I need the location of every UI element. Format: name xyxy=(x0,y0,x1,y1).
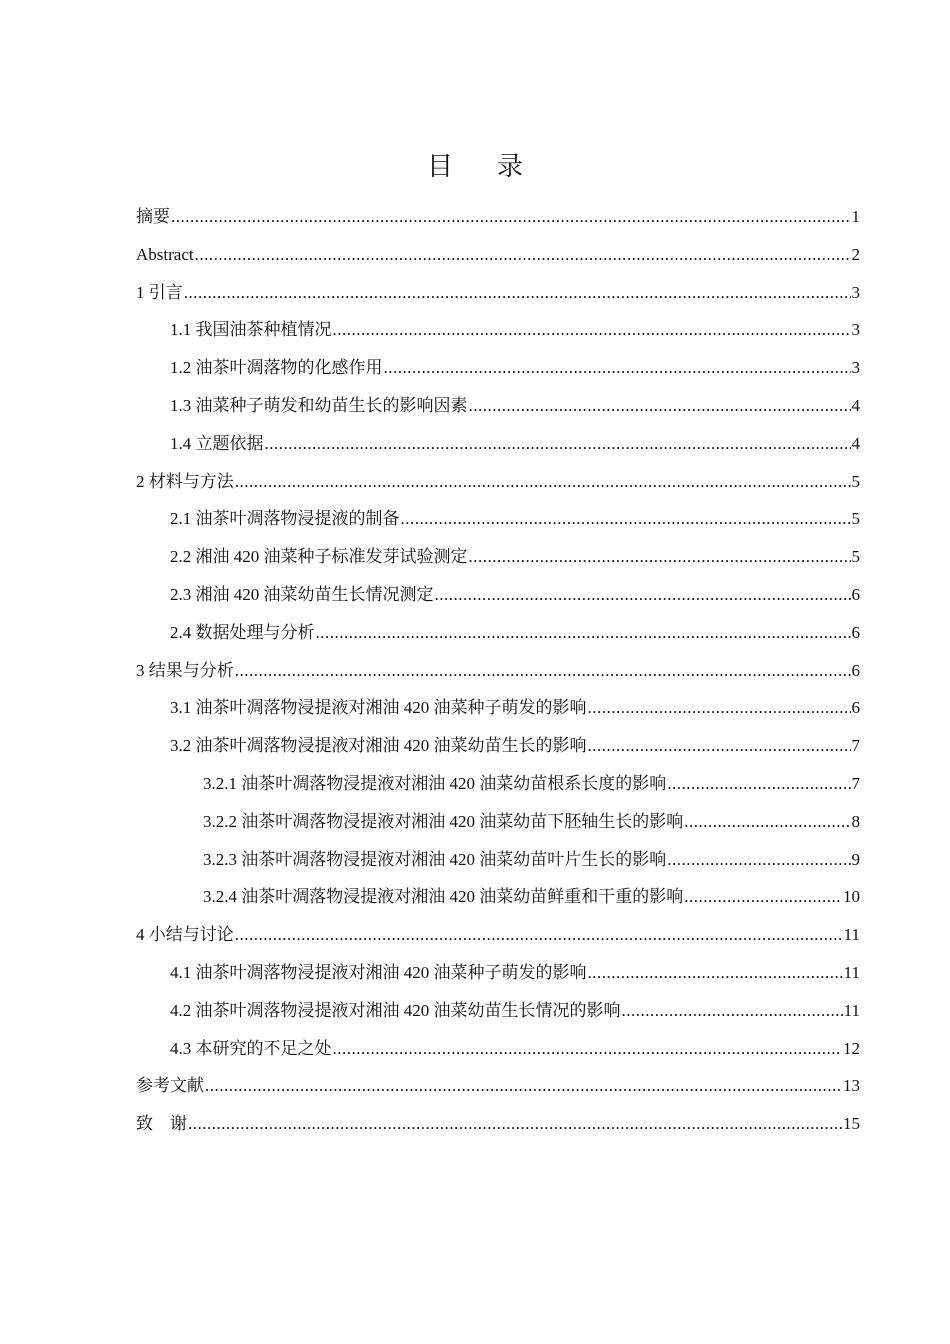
toc-entry[interactable] xyxy=(136,311,860,349)
toc-entry-page-number: 5 xyxy=(851,547,860,567)
toc-entry-label: 1.4 立题依据 xyxy=(170,433,264,453)
toc-dot-leader xyxy=(435,576,851,614)
toc-entry-page-number: 8 xyxy=(851,811,860,831)
toc-entry[interactable] xyxy=(136,387,860,425)
toc-entry[interactable] xyxy=(136,236,860,274)
toc-entry-label: 3.2.1 油茶叶凋落物浸提液对湘油 420 油菜幼苗根系长度的影响 xyxy=(203,773,667,793)
toc-dot-leader xyxy=(333,1030,843,1068)
toc-entry-page-number: 11 xyxy=(843,1000,860,1020)
toc-entry-label: 3 结果与分析 xyxy=(136,660,234,680)
toc-entry[interactable] xyxy=(136,614,860,652)
toc-dot-leader xyxy=(333,311,851,349)
toc-entry-page-number: 2 xyxy=(851,244,860,264)
toc-dot-leader xyxy=(235,916,843,954)
toc-entry-label: 3.1 油茶叶凋落物浸提液对湘油 420 油菜种子萌发的影响 xyxy=(170,698,587,718)
toc-title-char-1: 目 xyxy=(426,152,453,181)
toc-dot-leader xyxy=(205,1067,842,1105)
toc-entry-page-number: 6 xyxy=(851,584,860,604)
toc-entry[interactable] xyxy=(136,727,860,765)
toc-entry-page-number: 5 xyxy=(851,471,860,491)
toc-entry[interactable] xyxy=(136,992,860,1030)
toc-entry-label: 3.2.3 油茶叶凋落物浸提液对湘油 420 油菜幼苗叶片生长的影响 xyxy=(203,849,667,869)
toc-entry-label: 2.1 油茶叶凋落物浸提液的制备 xyxy=(170,509,400,529)
toc-entry-label: 1.2 油茶叶凋落物的化感作用 xyxy=(170,358,383,378)
toc-entry[interactable] xyxy=(136,500,860,538)
toc-entry[interactable] xyxy=(136,1030,860,1068)
toc-entry-page-number: 6 xyxy=(851,660,860,680)
toc-entry[interactable] xyxy=(136,689,860,727)
toc-entry[interactable] xyxy=(136,803,860,841)
toc-entry-label: 2.3 湘油 420 油菜幼苗生长情况测定 xyxy=(170,584,434,604)
toc-dot-leader xyxy=(469,538,851,576)
toc-dot-leader xyxy=(316,614,851,652)
toc-entry-label: 2.4 数据处理与分析 xyxy=(170,622,315,642)
toc-entry-label: 4 小结与讨论 xyxy=(136,925,234,945)
toc-entry-page-number: 6 xyxy=(851,698,860,718)
toc-dot-leader xyxy=(622,992,843,1030)
toc-entry[interactable] xyxy=(136,765,860,803)
toc-dot-leader xyxy=(384,349,851,387)
toc-entry-label: 3.2 油茶叶凋落物浸提液对湘油 420 油菜幼苗生长的影响 xyxy=(170,736,587,756)
toc-entry-label: 3.2.2 油茶叶凋落物浸提液对湘油 420 油菜幼苗下胚轴生长的影响 xyxy=(203,811,684,831)
toc-dot-leader xyxy=(171,198,851,236)
toc-entry-page-number: 7 xyxy=(851,773,860,793)
toc-entry[interactable] xyxy=(136,274,860,312)
toc-dot-leader xyxy=(401,500,851,538)
toc-entry-label: 1 引言 xyxy=(136,282,183,302)
toc-dot-leader xyxy=(588,727,851,765)
toc-entry-label: 4.3 本研究的不足之处 xyxy=(170,1038,332,1058)
toc-entry-label: 摘要 xyxy=(136,207,170,226)
toc-entry-page-number: 13 xyxy=(843,1076,860,1096)
toc-entry-label: 4.1 油茶叶凋落物浸提液对湘油 420 油菜种子萌发的影响 xyxy=(170,962,587,982)
toc-entry[interactable] xyxy=(136,954,860,992)
toc-entry[interactable] xyxy=(136,576,860,614)
toc-dot-leader xyxy=(667,765,850,803)
toc-entry-page-number: 10 xyxy=(843,887,860,907)
toc-entry[interactable] xyxy=(136,198,860,236)
toc-entry-page-number: 3 xyxy=(851,320,860,340)
toc-entry-page-number: 1 xyxy=(851,207,860,226)
toc-entry-label: 2 材料与方法 xyxy=(136,471,234,491)
toc-dot-leader xyxy=(265,425,851,463)
toc-entry-page-number: 7 xyxy=(851,736,860,756)
toc-entry-page-number: 4 xyxy=(851,433,860,453)
toc-dot-leader xyxy=(188,1105,842,1143)
toc-entry-page-number: 15 xyxy=(843,1114,860,1134)
toc-dot-leader xyxy=(588,954,843,992)
toc-entry[interactable] xyxy=(136,1067,860,1105)
toc-entry-page-number: 3 xyxy=(851,282,860,302)
toc-entry[interactable] xyxy=(136,425,860,463)
toc-dot-leader xyxy=(684,878,842,916)
toc-entry[interactable] xyxy=(136,916,860,954)
toc-entry-page-number: 9 xyxy=(851,849,860,869)
toc-entry-label: 1.3 油菜种子萌发和幼苗生长的影响因素 xyxy=(170,395,468,415)
toc-entry-label: 参考文献 xyxy=(136,1076,204,1096)
toc-entry-page-number: 5 xyxy=(851,509,860,529)
toc-entry-label: 4.2 油茶叶凋落物浸提液对湘油 420 油菜幼苗生长情况的影响 xyxy=(170,1000,621,1020)
toc-entry-page-number: 6 xyxy=(851,622,860,642)
toc-dot-leader xyxy=(195,236,851,274)
toc-entry[interactable] xyxy=(136,463,860,501)
toc-entry-label: Abstract xyxy=(136,244,194,264)
toc-list xyxy=(136,198,860,1143)
toc-dot-leader xyxy=(184,274,851,312)
toc-entry[interactable] xyxy=(136,878,860,916)
toc-entry[interactable] xyxy=(136,652,860,690)
toc-dot-leader xyxy=(235,463,851,501)
toc-dot-leader xyxy=(469,387,851,425)
toc-entry-page-number: 4 xyxy=(851,395,860,415)
toc-dot-leader xyxy=(235,652,851,690)
toc-entry-page-number: 11 xyxy=(843,925,860,945)
toc-entry-page-number: 3 xyxy=(851,358,860,378)
toc-entry[interactable] xyxy=(136,1105,860,1143)
toc-title xyxy=(0,146,950,183)
toc-entry-page-number: 12 xyxy=(843,1038,860,1058)
toc-entry-label: 2.2 湘油 420 油菜种子标准发芽试验测定 xyxy=(170,547,468,567)
toc-entry[interactable] xyxy=(136,538,860,576)
toc-entry-label: 3.2.4 油茶叶凋落物浸提液对湘油 420 油菜幼苗鲜重和干重的影响 xyxy=(203,887,684,907)
toc-entry-label: 致 谢 xyxy=(136,1114,187,1134)
toc-dot-leader xyxy=(588,689,851,727)
toc-entry[interactable] xyxy=(136,349,860,387)
toc-entry-label: 1.1 我国油茶种植情况 xyxy=(170,320,332,340)
toc-title-char-2: 录 xyxy=(497,152,524,181)
toc-entry[interactable] xyxy=(136,841,860,879)
toc-dot-leader xyxy=(684,803,850,841)
toc-dot-leader xyxy=(667,841,850,879)
toc-entry-page-number: 11 xyxy=(843,962,860,982)
